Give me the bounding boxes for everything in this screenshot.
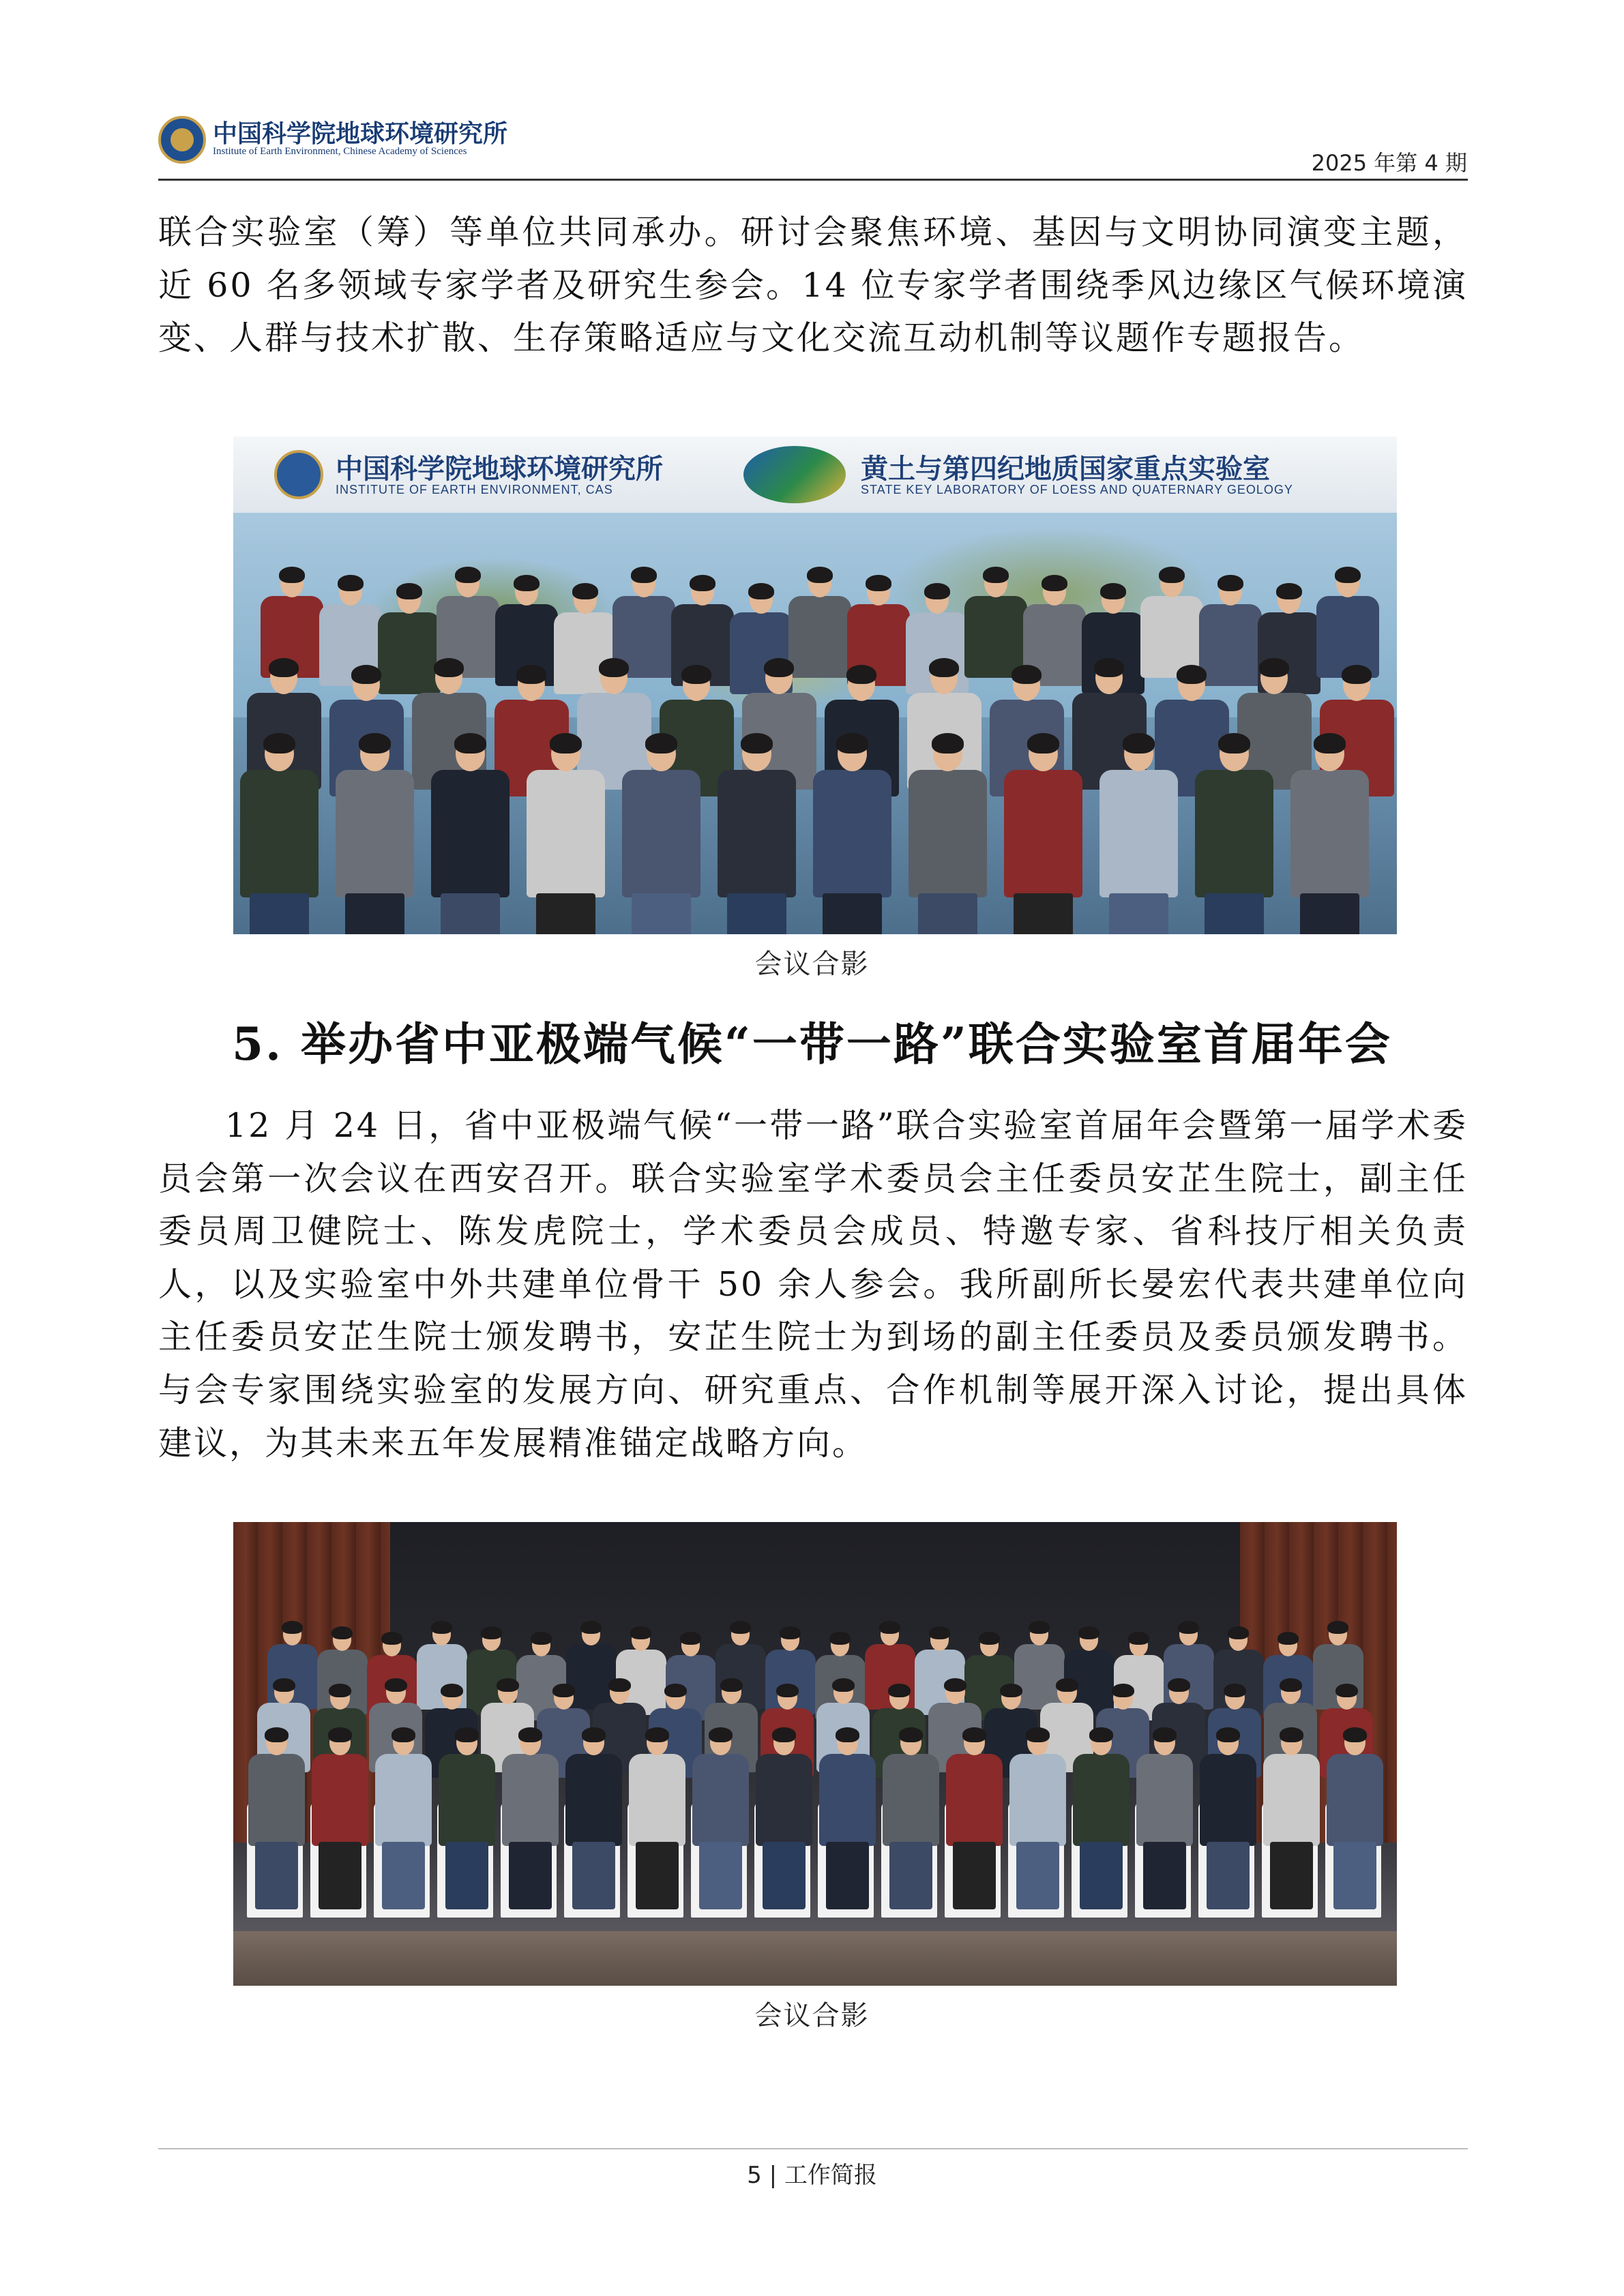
photo-floor [233,1931,1397,1986]
institute-name-en: Institute of Earth Environment, Chinese Academy of Sciences [213,146,467,157]
banner-institute-seal [274,450,323,499]
issue-number: 2025 年第 4 期 [1311,150,1467,176]
group-photo-seminar [233,436,1397,934]
group-photo-annual-meeting [233,1522,1397,1986]
institute-logo-seal [158,116,206,164]
institute-name-cn: 中国科学院地球环境研究所 [213,120,508,148]
banner-lab-logo [743,446,846,503]
footer-divider [158,2148,1468,2149]
photo-banner [233,436,1397,513]
banner-institute-en: INSTITUTE OF EARTH ENVIRONMENT, CAS [336,483,613,496]
photo1-caption: 会议合影 [754,949,870,980]
section5-paragraph: 12 月 24 日，省中亚极端气候“一带一路”联合实验室首届年会暨第一届学术委员会第一次会议在西安召开。联合实验室学术委员会主任委员安芷生院士，副主任委员周卫健院士、陈发虎院士，学术委员会成员、特邀专家、省科技厅相关负责人，以及实验室中外共建单位骨干 50 余人参会。我所副所长晏宏代表共建单位向主任委员安芷生院士颁发聘书，安芷生院士为到场的副主任委员及委员颁发聘书。与会专家围绕实验室的发展方向、研究重点、合作机制等展开深入讨论，提出具体建议，为其未来五年发展精准锚定战略方向。 [158,1106,1468,1463]
header-divider [158,179,1468,181]
photo2-caption: 会议合影 [754,2000,870,2031]
banner-lab-en: STATE KEY LABORATORY OF LOESS AND QUATERNARY GEOLOGY [861,483,1293,496]
section-heading: 5. 举办省中亚极端气候“一带一路”联合实验室首届年会 [232,1017,1392,1071]
intro-paragraph: 联合实验室（筹）等单位共同承办。研讨会聚焦环境、基因与文明协同演变主题，近 60 名多领域专家学者及研究生参会。14 位专家学者围绕季风边缘区气候环境演变、人群与技术扩散、生存策略适应与文化交流互动机制等议题作专题报告。 [158,213,1468,358]
page-footer: 5 | 工作简报 [747,2162,877,2189]
banner-lab-cn: 黄土与第四纪地质国家重点实验室 [861,453,1270,485]
banner-institute-cn: 中国科学院地球环境研究所 [336,453,663,485]
